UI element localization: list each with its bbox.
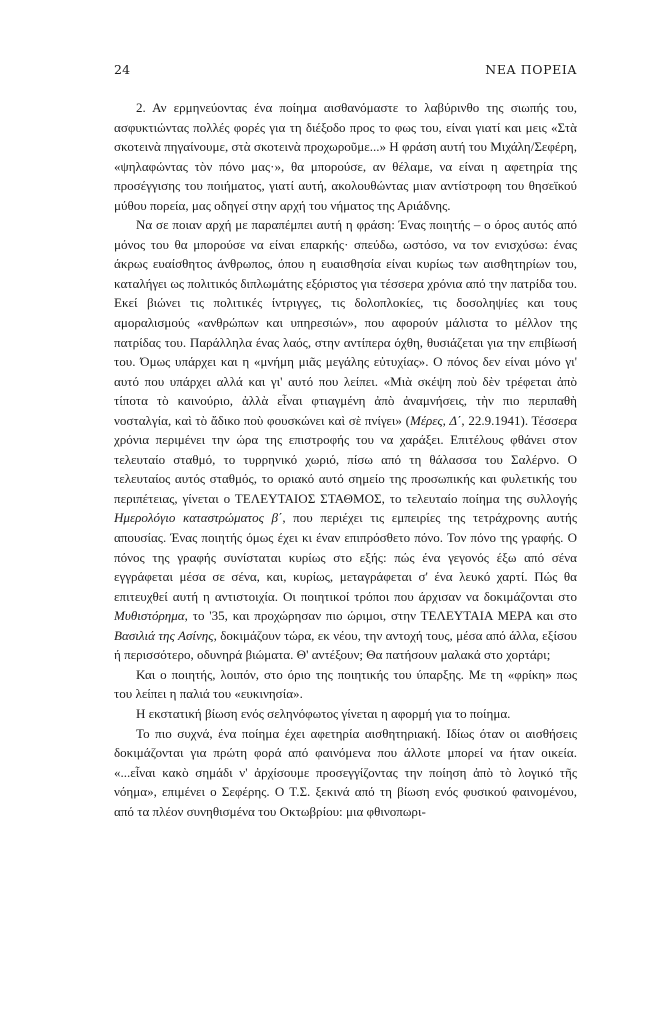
paragraph-text: , δοκιμάζουν τώρα, εκ νέου, την αντοχή τους, μέσα από άλλα, εξίσου ή περισσότερο, οδυνηρά βιώματα. Θ' αντέξουν; Θα πατήσουν μαλακά στο χορτάρι; (114, 627, 577, 663)
paragraph-text: Και ο ποιητής, λοιπόν, στο όριο της ποιητικής του ύπαρξης. Με τη «φρίκη» πως του λείπει η παλιά του «ευκινησία». (114, 666, 577, 702)
paragraph (114, 665, 577, 704)
paragraph-text: Να σε ποιαν αρχή με παραπέμπει αυτή η φράση: Ένας ποιητής – ο όρος αυτός από μόνος του θα μπορούσε να είναι επαρκής· σπεύδω, ωστόσο, να τον ενισχύσω: ένας άκρως ευαίσθητος άνθρωπος, όπου η ευαισθησία είναι κυρίως των αισθητηρίων του, καταλήγει ως πολιτικός διπλωμάτης εξόριστος για τέσσερα χρόνια από την πατρίδα του. Εκεί βιώνει τις πολιτικές ίντριγγες, τις δολοπλοκίες, τις δοσοληψίες και τους αμοραλισμούς «ανθρώπων και υπηρεσιών», που αφορούν μάλιστα το μέλλον της πατρίδας του. Παράλληλα ένας λαός, στην αντίπερα όχθη, θυσιάζεται για την επιβίωσή του. Όμως υπάρχει και η «μνήμη μιᾶς μεγάλης εὐτυχίας». Ο πόνος δεν είναι μόνο γι' αυτό που υπάρχει αλλά και γι' αυτό που λείπει. «Μιὰ σκέψη ποὺ δὲν τρέφεται ἀπὸ τίποτα τὸ καινούριο, ἀλλὰ εἶναι φτιαγμένη ἀπὸ ἀναμνήσεις, τὴν πιο περιπαθὴ νοσταλγία, καὶ τὸ ἄδικο ποὺ φουσκώνει καὶ σὲ πνίγει» ( (114, 217, 577, 428)
italic-text: Μέρες, Δ΄ (409, 412, 462, 428)
italic-text: Βασιλιά της Ασίνης (114, 627, 214, 643)
italic-text: Ημερολόγιο καταστρώματος β΄ (114, 510, 283, 526)
paragraph (114, 704, 577, 724)
paragraph-text: , το '35, και προχώρησαν πιο ώριμοι, στην ΤΕΛΕΥΤΑΙΑ ΜΕΡΑ και στο (184, 608, 577, 624)
paragraph (114, 724, 577, 822)
paragraph-text: Η εκστατική βίωση ενός σεληνόφωτος γίνεται η αφορμή για το ποίημα. (136, 705, 511, 721)
paragraph-text: 2. Αν ερμηνεύοντας ένα ποίημα αισθανόμαστε το λαβύρινθο της σιωπής του, ασφυκτιώντας πολλές φορές για τη διέξοδο προς το φως του, είναι γιατί και μεις «Στὰ σκοτεινὰ πηγαίνουμε, στὰ σκοτεινὰ προχωροῦμε...» Η φράση αυτή του Μιχάλη/Σεφέρη, «ψηλαφώντας τὸν πόνο μας·», θα μπορούσε, αν θέλαμε, να είναι η αφετηρία της προσέγγισης του ποιήματος, γιατί αυτή, ακολουθώντας μιαν αντίστροφη του θησεϊκού μύθου πορεία, μας οδηγεί στην αρχή του νήματος της Αριάδνης. (114, 100, 577, 213)
paragraph-text: , που περιέχει τις εμπειρίες της τετράχρονης αυτής απουσίας. Ένας ποιητής όμως έχει κι έναν επιπρόσθετο πόνο. Τον πόνο της γραφής. Ο πόνος της γραφής συνίσταται κυρίως στο εξής: πώς ένα γεγονός έξω από σένα εγγράφεται μέσα σε σένα, και, κυρίως, μεταγράφεται σ' ένα λευκό χαρτί. Πώς θα επιτευχθεί αυτή η αντιστοιχία. Οι ποιητικοί τρόποι που άρχισαν να δοκιμάζονται στο (114, 510, 577, 604)
paragraph (114, 98, 577, 215)
italic-text: Μυθιστόρημα (114, 608, 185, 624)
paragraph-text: Το πιο συχνά, ένα ποίημα έχει αφετηρία αισθητηριακή. Ιδίως όταν οι αισθήσεις δοκιμάζονται για πρώτη φορά από φαινόμενα που άλλοτε μπορεί να ήταν οικεία. «...εἶναι κακὸ σημάδι ν' ἀρχίσουμε προσεγγίζοντας την ποίηση ἀπὸ τὸ λογικό τῆς νόημα», επιμένει ο Σεφέρης. Ο Τ.Σ. ξεκινά από τη βίωση ενός φυσικού φαινομένου, από τα πλέον συνηθισμένα του Οκτωβρίου: μια φθινοπωρι- (114, 725, 577, 819)
body-text (114, 98, 577, 821)
paragraph-text: , 22.9.1941). Τέσσερα χρόνια περιμένει την ώρα της επιστροφής του να χαράξει. Επιτέλους φθάνει στον τελευταίο σταθμό, το τυρρηνικό χωριό, πίσω από τη θάλασσα του Σαλέρνο. Ο τελευταίος αυτός σταθμός, το οριακό αυτό σημείο της προσωπικής και φυλετικής του περιπέτειας, γίνεται ο ΤΕΛΕΥΤΑΙΟΣ ΣΤΑΘΜΟΣ, το τελευταίο ποίημα της συλλογής (114, 412, 578, 506)
page-header (114, 62, 577, 80)
running-head: ΝΕΑ ΠΟΡΕΙΑ (485, 62, 577, 77)
page-number: 24 (114, 62, 131, 77)
paragraph (114, 215, 577, 665)
